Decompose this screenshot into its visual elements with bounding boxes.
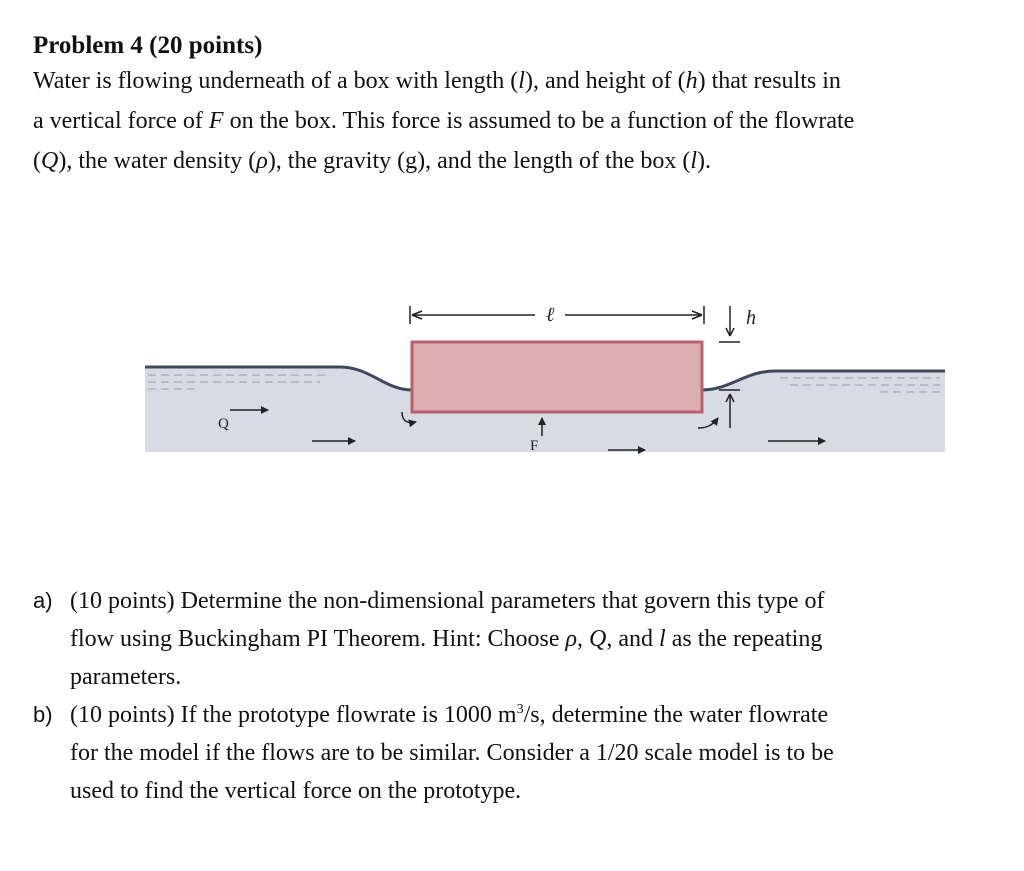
box: [412, 342, 702, 412]
text-segment: /s, determine the water flowrate: [523, 702, 829, 728]
statement-line-1: [33, 61, 1013, 101]
part-b-line-3: used to find the vertical force on the prototype.: [70, 778, 522, 804]
var-l: l: [690, 148, 698, 174]
part-a-label: a): [33, 588, 53, 613]
text-segment: ), and height of (: [524, 68, 686, 94]
var-f: F: [208, 108, 224, 134]
text-segment: (: [33, 148, 41, 174]
var-l: l: [518, 68, 525, 94]
text-segment: ) that results in: [697, 68, 841, 94]
text-segment: Water is flowing underneath of a box with length (: [33, 68, 519, 94]
part-a-line-1: (10 points) Determine the non-dimensional parameters that govern this type of: [70, 588, 825, 614]
text-segment: as the repeating: [665, 626, 823, 652]
part-a: [33, 582, 1013, 696]
text-segment: ,: [577, 626, 590, 652]
flow-diagram: [140, 290, 950, 460]
var-q: Q: [41, 148, 59, 174]
var-q: Q: [589, 626, 607, 652]
problem-parts: [33, 582, 1013, 810]
text-segment: (10 points) If the prototype flowrate is 1000 m: [70, 702, 517, 728]
part-b-label: b): [33, 702, 53, 727]
text-segment: on the box. This force is assumed to be a function of the flowrate: [223, 108, 855, 134]
text-segment: , and: [606, 626, 660, 652]
problem-title: Problem 4 (20 points): [33, 32, 263, 59]
part-a-line-3: parameters.: [70, 664, 182, 690]
var-h: h: [685, 68, 698, 94]
text-segment: ), the gravity (g), and the length of the box (: [267, 148, 691, 174]
flow-label: Q: [218, 416, 229, 432]
height-label: h: [746, 307, 756, 329]
var-l: l: [659, 626, 666, 652]
statement-line-2: [33, 101, 1013, 141]
part-b: [33, 696, 1013, 810]
var-rho: ρ: [565, 626, 578, 652]
text-segment: ).: [697, 148, 712, 174]
part-b-line-2: for the model if the flows are to be similar. Consider a 1/20 scale model is to be: [70, 740, 834, 766]
text-segment: flow using Buckingham PI Theorem. Hint: Choose: [70, 626, 566, 652]
part-a-line-2: [70, 620, 1013, 658]
problem-statement: [33, 61, 1013, 181]
var-rho: ρ: [256, 148, 268, 174]
text-segment: ), the water density (: [58, 148, 257, 174]
superscript: 3: [516, 702, 524, 717]
force-label: F: [530, 438, 539, 454]
length-dimension: [410, 306, 704, 324]
statement-line-3: [33, 141, 1013, 181]
part-b-line-1: [70, 696, 1013, 734]
text-segment: a vertical force of: [33, 108, 209, 134]
length-label: ℓ: [545, 304, 555, 326]
